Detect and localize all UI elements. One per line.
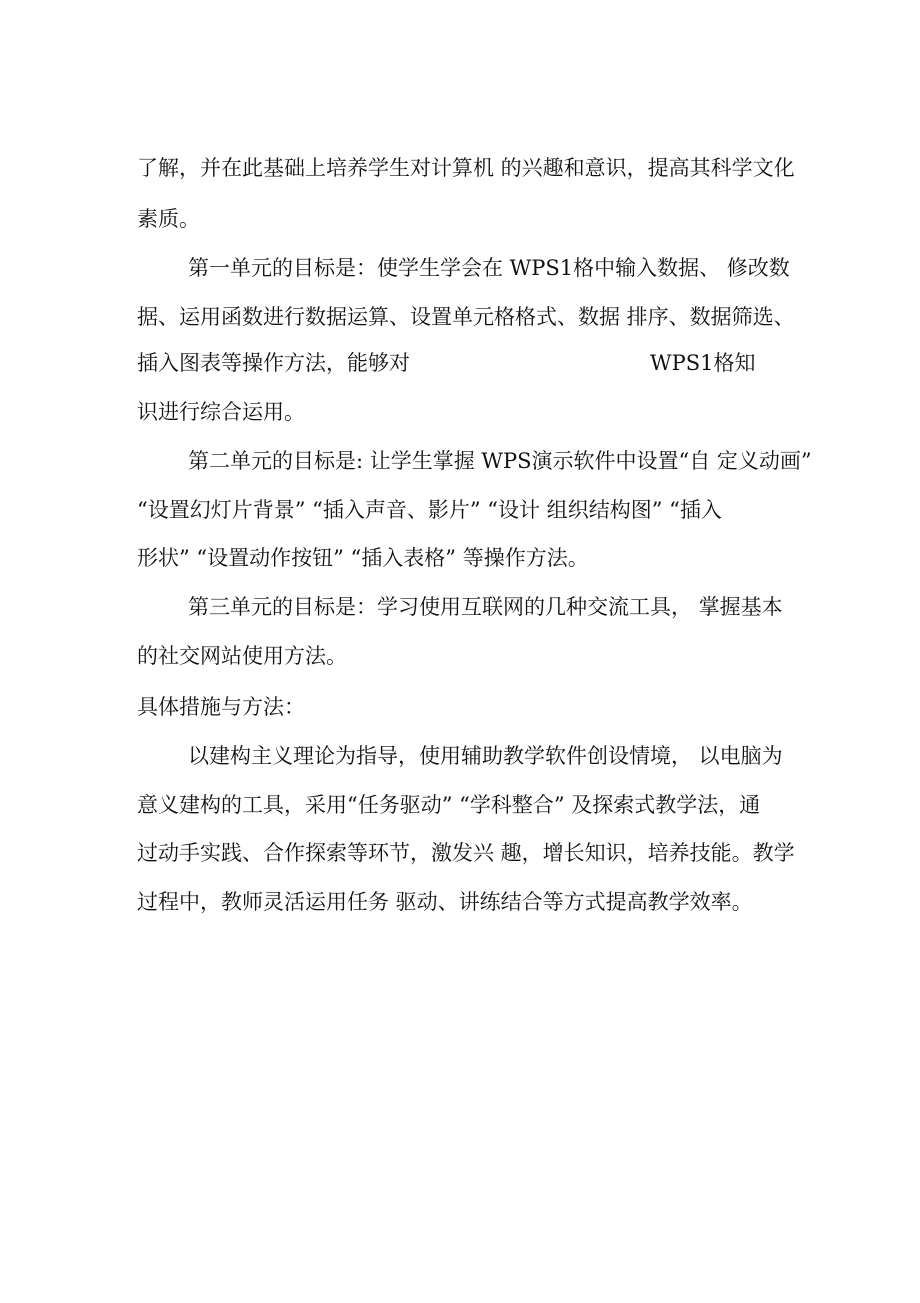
section-heading: 具体措施与方法： [137,695,305,719]
text-line: 以建构主义理论为指导，使用辅助教学软件创设情境， 以电脑为 [188,744,783,768]
text-line: 第一单元的目标是：使学生学会在 WPS1格中输入数据、 修改数 [188,256,790,280]
text-line: 据、运用函数进行数据运算、设置单元格格式、数据 排序、数据筛选、 [137,305,795,329]
text-line: 过程中，教师灵活运用任务 驱动、讲练结合等方式提高教学效率。 [137,890,753,914]
text-line: 插入图表等操作方法，能够对 [137,351,410,375]
text-line: 第二单元的目标是: 让学生掌握 WPS演示软件中设置“自 定义动画” [188,449,812,473]
text-line: 识进行综合运用。 [137,400,305,424]
text-line: 的社交网站使用方法。 [137,644,347,668]
text-line: 意义建构的工具，采用“任务驱动” “学科整合” 及探索式教学法，通 [137,793,761,817]
text-line: 形状” “设置动作按钮” “插入表格” 等操作方法。 [137,546,589,570]
text-line: 了解，并在此基础上培养学生对计算机 的兴趣和意识，提高其科学文化 [137,156,795,180]
text-line: 过动手实践、合作探索等环节，激发兴 趣，增长知识，培养技能。教学 [137,841,795,865]
text-line: 素质。 [137,207,200,231]
text-line: 第三单元的目标是：学习使用互联网的几种交流工具， 掌握基本 [188,595,783,619]
text-line: “设置幻灯片背景” “插入声音、影片” “设计 组织结构图” “插入 [137,498,722,522]
text-line: WPS1格知 [650,351,756,375]
